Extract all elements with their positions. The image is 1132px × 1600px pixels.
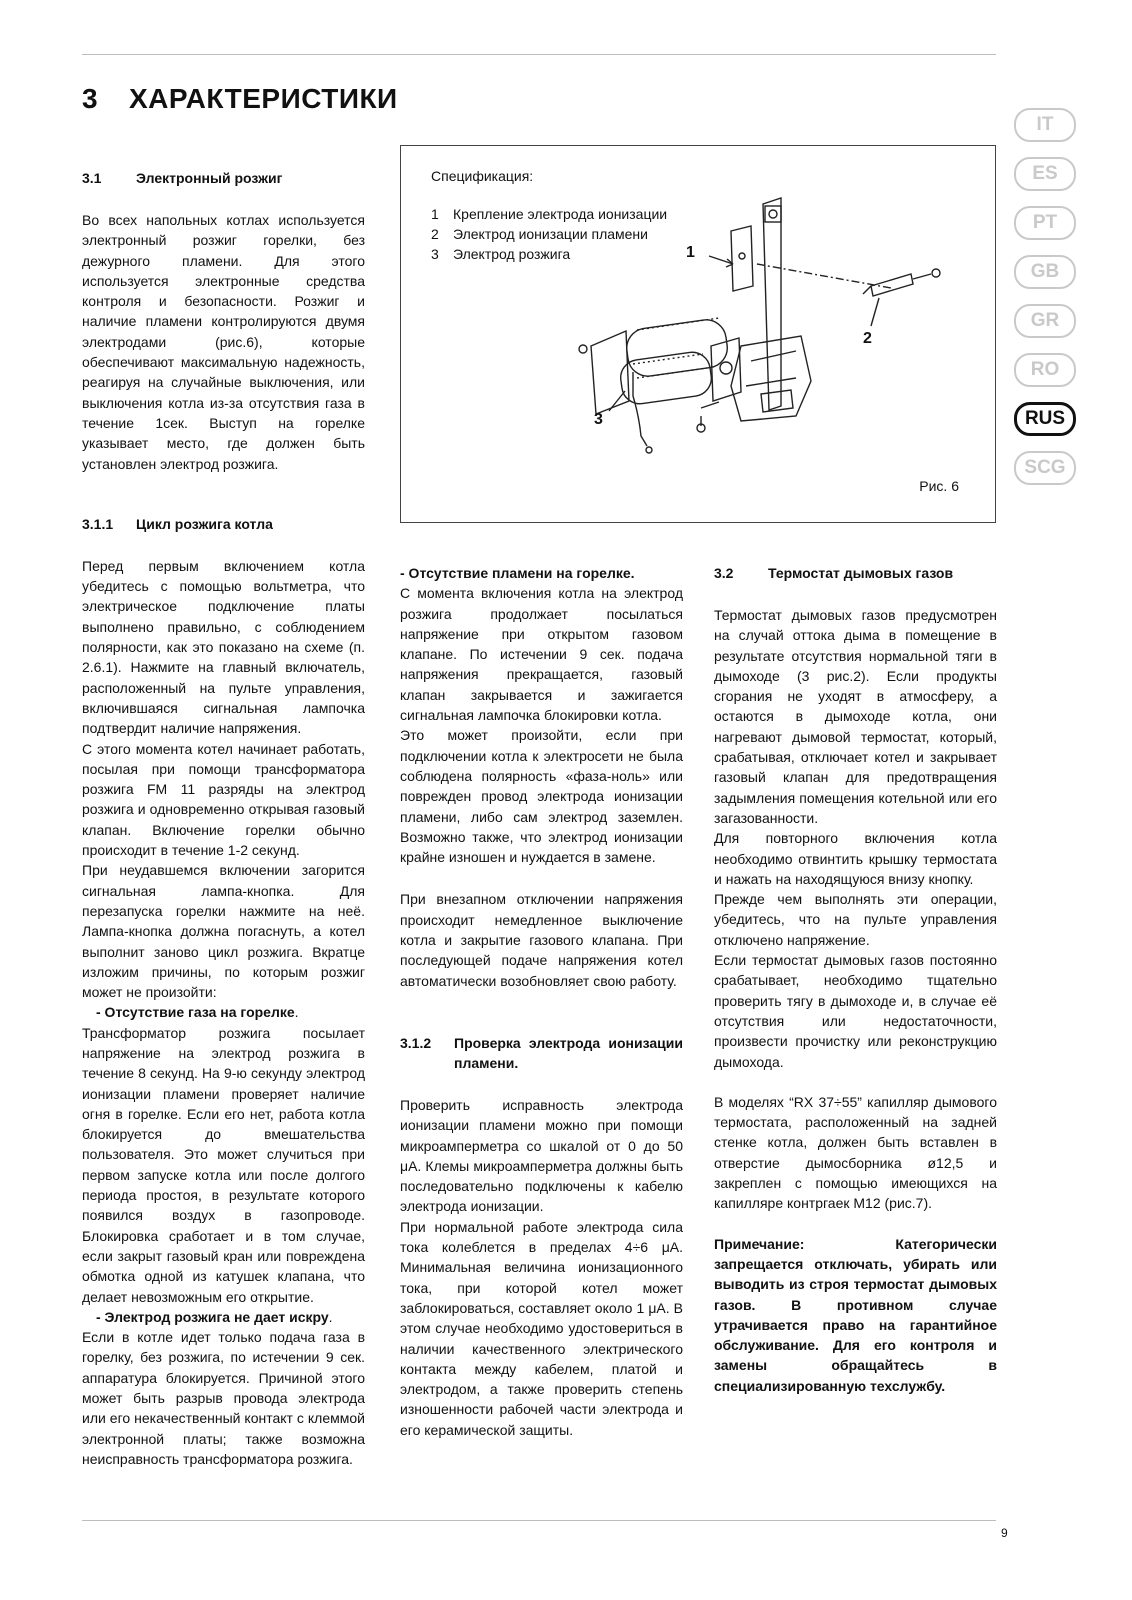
spec-item: 1 Крепление электрода ионизации: [431, 206, 668, 222]
heading-3-1-2: 3.1.2 Проверка электрода ионизации пламени.: [400, 1034, 683, 1071]
page-number: 9: [1001, 1526, 1008, 1540]
paragraph: Если в котле идет только подача газа в горелку, без розжига, по истечении 9 сек. аппаратура блокируется. Причиной этого может быть разрыв провода электрода или его некачественный контакт с клеммой электронной платы; также возможна неисправность трансформатора розжига.: [82, 1329, 365, 1467]
lang-tab-ro[interactable]: RO: [1014, 353, 1076, 387]
paragraph: При внезапном отключении напряжения происходит немедленное выключение котла и закрытие газового клапана. При последующей подаче напряжения котел автоматически возобновляет свою работу.: [400, 891, 683, 989]
paragraph: Проверить исправность электрода ионизации пламени можно при помощи микроамперметра со шкалой от 0 до 50 μA. Клемы микроамперметра должны быть последовательно подключены к кабелю электрода ионизации.: [400, 1096, 683, 1215]
lang-tab-pt[interactable]: PT: [1014, 206, 1076, 240]
column-right: [714, 563, 997, 1396]
bullet-heading: - Отсутствие газа на горелке.: [96, 1004, 299, 1021]
heading-3-2: 3.2 Термостат дымовых газов: [714, 565, 954, 581]
callout-2: 2: [863, 330, 872, 347]
spec-item: 3 Электрод розжига: [431, 246, 571, 262]
top-rule: [82, 54, 996, 55]
section-title: ХАРАКТЕРИСТИКИ: [129, 83, 398, 114]
bullet-heading: - Отсутствие пламени на горелке.: [400, 565, 635, 581]
column-left: [82, 168, 365, 1469]
lang-tab-it[interactable]: IT: [1014, 108, 1076, 142]
lang-tab-gr[interactable]: GR: [1014, 304, 1076, 338]
paragraph: Это может произойти, если при подключении котла к электросети не была соблюдена полярность «фаза-ноль» или поврежден провод электрода ионизации пламени, либо сам электрод заземлен. Возможно также, что электрод ионизации крайне изношен и нуждается в замене.: [400, 727, 683, 866]
paragraph: При неудавшемся включении загорится сигнальная лампа-кнопка. Для перезапуска горелки нажмите на неё. Лампа-кнопка должна погаснуть, а котел выполнит заново цикл розжига. Вкратце изложим причины, по которым розжиг может не произойти:: [82, 862, 365, 1001]
warning-note: Примечание: Категорически запрещается отключать, убирать или выводить из строя термостат дымовых газов. В противном случае утрачивается право на гарантийное обслуживание. Для его контроля и замены обращайтесь в специализированную техслужбу.: [714, 1235, 997, 1394]
paragraph: Прежде чем выполнять эти операции, убедитесь, что на пульте управления отключено напряжение.: [714, 891, 997, 948]
spec-title: Спецификация:: [431, 168, 534, 184]
paragraph: Для повторного включения котла необходимо отвинтить крышку термостата и нажать на находящуюся внизу кнопку.: [714, 830, 997, 887]
callout-3: 3: [594, 411, 603, 428]
section-number: 3: [82, 83, 99, 114]
callout-1: 1: [686, 244, 695, 261]
figure-box: [400, 145, 996, 523]
paragraph: Если термостат дымовых газов постоянно срабатывает, необходимо тщательно проверить тягу в дымоходе и, в случае её отсутствия или недостаточности, произвести прочистку или реконструкцию дымохода.: [714, 952, 997, 1070]
lang-tab-gb[interactable]: GB: [1014, 255, 1076, 289]
paragraph: Во всех напольных котлах используется электронный розжиг горелки, без дежурного пламени. Для этого используется электронные средства контроля и безопасности. Розжиг и наличие пламени контролируются двумя электродами (рис.6), которые обеспечивают максимальную надежность, реагируя на случайные выключения, или выключения котла из-за отсутствия газа в течение 1сек. Выступ на горелке указывает место, где должен быть установлен электрод розжига.: [82, 212, 365, 472]
column-middle: [400, 563, 683, 1440]
paragraph: Перед первым включением котла убедитесь с помощью вольтметра, что электрическое подключение платы выполнено правильно, с соблюдением полярности, как это показано на схеме (п. 2.6.1). Нажмите на главный включатель, расположенный на пульте управления, включившаяся сигнальная лампочка подтвердит наличие напряжения.: [82, 557, 365, 737]
bullet-heading: - Электрод розжига не дает искру.: [96, 1308, 333, 1325]
lang-tab-es[interactable]: ES: [1014, 157, 1076, 191]
page-title: [82, 83, 398, 115]
bottom-rule: [82, 1520, 996, 1521]
spec-item: 2 Электрод ионизации пламени: [431, 226, 648, 242]
lang-tab-rus[interactable]: RUS: [1014, 402, 1076, 436]
language-tabs: [1014, 108, 1078, 500]
paragraph: В моделях “RX 37÷55” капилляр дымового термостата, расположенный на задней стенке котла, должен быть вставлен в отверстие дымосборника ø12,5 и закреплен с помощью имеющихся на капилляре контргаек М12 (рис.7).: [714, 1093, 997, 1212]
paragraph: С этого момента котел начинает работать, посылая при помощи трансформатора розжига FM 11 разряды на электрод розжига и одновременно открывая газовый клапан. Включение горелки обычно происходит в течение 1-2 секунд.: [82, 740, 365, 859]
paragraph: При нормальной работе электрода сила тока колеблется в пределах 4÷6 μA. Минимальная величина ионизационного тока, при которой котел может заблокироваться, составляет около 1 μA. В этом случае необходимо удостовериться в наличии качественного электрического контакта между кабелем, платой и электродом, а также проверить степень изношенности рабочей части электрода и его керамической защиты.: [400, 1218, 683, 1438]
paragraph: Термостат дымовых газов предусмотрен на случай оттока дыма в помещение в результате отсутствия нормальной тяги в дымоходе (3 рис.2). Если продукты сгорания не уходят в атмосферу, а остаются в дымоходе котла, они нагревают дымовой термостат, который, срабатывая, отключает котел и закрывает газовый клапан для предотвращения задымления помещения котельной или его загазованности.: [714, 607, 997, 826]
heading-3-1-1: 3.1.1 Цикл розжига котла: [82, 515, 273, 532]
heading-3-1: 3.1 Электронный розжиг: [82, 170, 283, 186]
figure-caption: Рис. 6: [919, 478, 959, 494]
electrode-diagram: [401, 146, 997, 524]
paragraph: С момента включения котла на электрод розжига продолжает посылаться напряжение при открытом газовом клапане. По истечении 9 сек. подача напряжения прекращается, газовый клапан закрывается и зажигается сигнальная лампочка блокировки котла.: [400, 585, 683, 724]
lang-tab-scg[interactable]: SCG: [1014, 451, 1076, 485]
paragraph: Трансформатор розжига посылает напряжение на электрод розжига в течение 8 секунд. На 9-ю секунду электрод ионизации пламени проверяет наличие огня в горелке. Если его нет, работа котла блокируется до вмешательства пользователя. Это может случиться при первом запуске котла или после долгого периода простоя, в результате которого появился воздух в газопроводе. Блокировка сработает и в том случае, если закрыт газовый кран или повреждена обмотка одной из катушек клапана, что делает невозможным его открытие.: [82, 1024, 365, 1305]
